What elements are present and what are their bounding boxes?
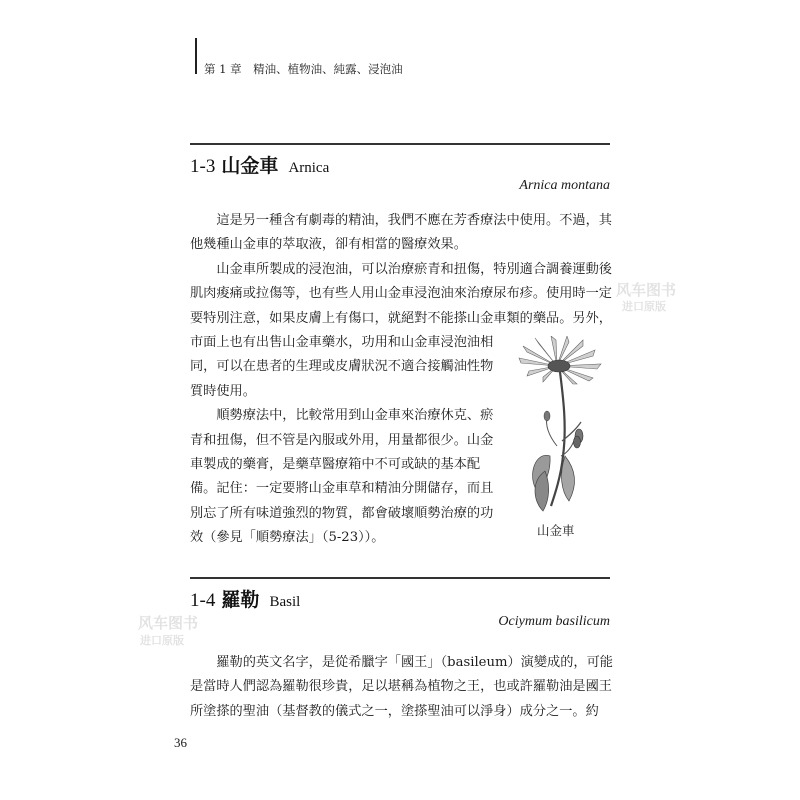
section-title-arnica — [190, 151, 329, 178]
section-title-latin: Basil — [269, 594, 301, 610]
body-line: 車製成的藥膏，是藥草醫療箱中不可或缺的基本配 — [190, 457, 481, 473]
section-title-cjk: 山金車 — [221, 155, 279, 177]
body-line: 順勢療法中，比較常用到山金車來治療休克、瘀 — [190, 408, 494, 424]
section-rule-top — [190, 143, 610, 145]
botanical-name: Ociymum basilicum — [498, 614, 610, 629]
section-rule-top — [190, 577, 610, 579]
figure-caption: 山金車 — [537, 523, 575, 538]
body-line: 要特別注意，如果皮膚上有傷口，就絕對不能搽山金車類的藥品。另外， — [190, 310, 612, 326]
watermark-text: 风车图书 — [138, 614, 199, 632]
chapter-heading: 第 1 章 精油、植物油、純露、浸泡油 — [204, 62, 403, 76]
watermark-text: 风车图书 — [616, 281, 677, 299]
section-body-basil — [190, 651, 613, 724]
section-number: 1-4 — [190, 590, 216, 611]
body-line: 市面上也有出售山金車藥水，功用和山金車浸泡油相 — [190, 335, 494, 351]
watermark-text: 进口原版 — [622, 300, 666, 313]
body-line: 山金車所製成的浸泡油，可以治療瘀青和扭傷，特別適合調養運動後 — [190, 261, 612, 277]
body-line: 別忘了所有味道強烈的物質，都會破壞順勢治療的功 — [190, 505, 494, 521]
body-line: 羅勒的英文名字，是從希臘字「國王」（basileum）演變成的，可能 — [190, 655, 613, 670]
body-line: 青和扭傷，但不管是內服或外用，用量都很少。山金 — [190, 432, 494, 448]
section-title-latin: Arnica — [288, 160, 330, 176]
arnica-flower-illustration — [505, 336, 615, 516]
body-line: 是當時人們認為羅勒很珍貴，足以堪稱為植物之王，也或許羅勒油是國王 — [190, 679, 612, 695]
page-number: 36 — [174, 735, 187, 750]
body-line: 他幾種山金車的萃取液，卻有相當的醫療效果。 — [190, 237, 467, 253]
section-title-basil — [190, 585, 300, 612]
botanical-name: Arnica montana — [519, 178, 610, 193]
watermark-text: 进口原版 — [140, 634, 184, 647]
body-line: 這是另一種含有劇毒的精油，我們不應在芳香療法中使用。不過，其 — [190, 213, 612, 228]
body-line: 效（參見「順勢療法」（5-23））。 — [190, 530, 385, 546]
section-title-cjk: 羅勒 — [221, 589, 260, 611]
body-line: 備。記住：一定要將山金車草和精油分開儲存，而且 — [190, 481, 494, 497]
body-line: 質時使用。 — [190, 383, 256, 399]
chapter-marker-bar — [195, 38, 197, 74]
body-line: 肌肉痠痛或拉傷等，也有些人用山金車浸泡油來治療尿布疹。使用時一定 — [190, 286, 612, 302]
body-line: 同，可以在患者的生理或皮膚狀況不適合接觸油性物 — [190, 359, 494, 375]
section-number: 1-3 — [190, 156, 216, 177]
body-line: 所塗搽的聖油（基督教的儀式之一，塗搽聖油可以淨身）成分之一。約 — [190, 703, 599, 719]
